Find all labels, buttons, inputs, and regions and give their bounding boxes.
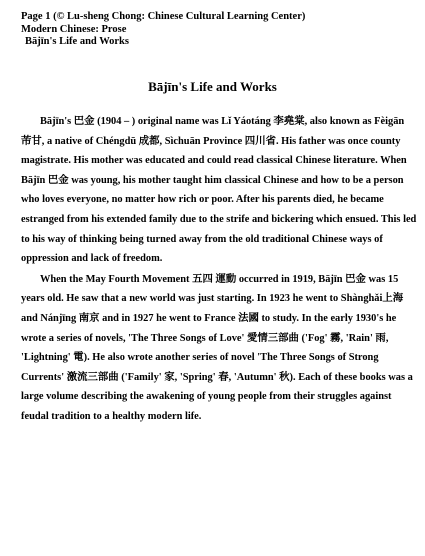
page-header [21,11,305,49]
article-body [21,112,417,427]
header-section-line: Bājīn's Life and Works [25,36,129,47]
paragraph-1 [21,112,417,269]
header-copyright-line: Page 1 (© Lu-sheng Chong: Chinese Cultural Learning Center) [21,11,306,22]
paragraph-2-text: When the May Fourth Movement 五四 運動 occurred in 1919, Bājīn 巴金 was 15 years old. He saw that a new world was just starting. In 1923 he went to Shànghǎi上海 and Nánjīng 南京 and in 1927 he went to France 法國 to study. In the early 1930's he wrote a series of novels, 'The Three Songs of Love' 愛情三部曲 ('Fog' 霧, 'Rain' 雨, 'Lightning' 電). He also wrote another series of novel 'The Three Songs of Strong Currents' 激流三部曲 ('Family' 家, 'Spring' 春, 'Autumn' 秋). Each of these books was a large volume describing the awakening of young people from their struggles against feudal tradition to a healthy modern life. [21,273,413,422]
header-course-line: Modern Chinese: Prose [21,23,127,35]
page-title: Bājīn's Life and Works [148,79,277,94]
paragraph-2 [21,270,417,427]
paragraph-1-text: Bājīn's 巴金 (1904 – ) original name was Lǐ Yáotáng 李堯棠, also known as Fèigān 芾甘, a native of Chéngdū 成都, Sìchuān Province 四川省. His father was once county magistrate. His mother was educated and could read classical Chinese literature. When Bājīn 巴金 was young, his mother taught him classical Chinese and how to be a person who loves everyone, no matter how rich or poor. After his parents died, he became estranged from his extended family due to the strife and bickering which ensued. This led to his way of thinking being turned away from the old traditional Chinese ways of oppression and lack of freedom. [21,116,417,265]
